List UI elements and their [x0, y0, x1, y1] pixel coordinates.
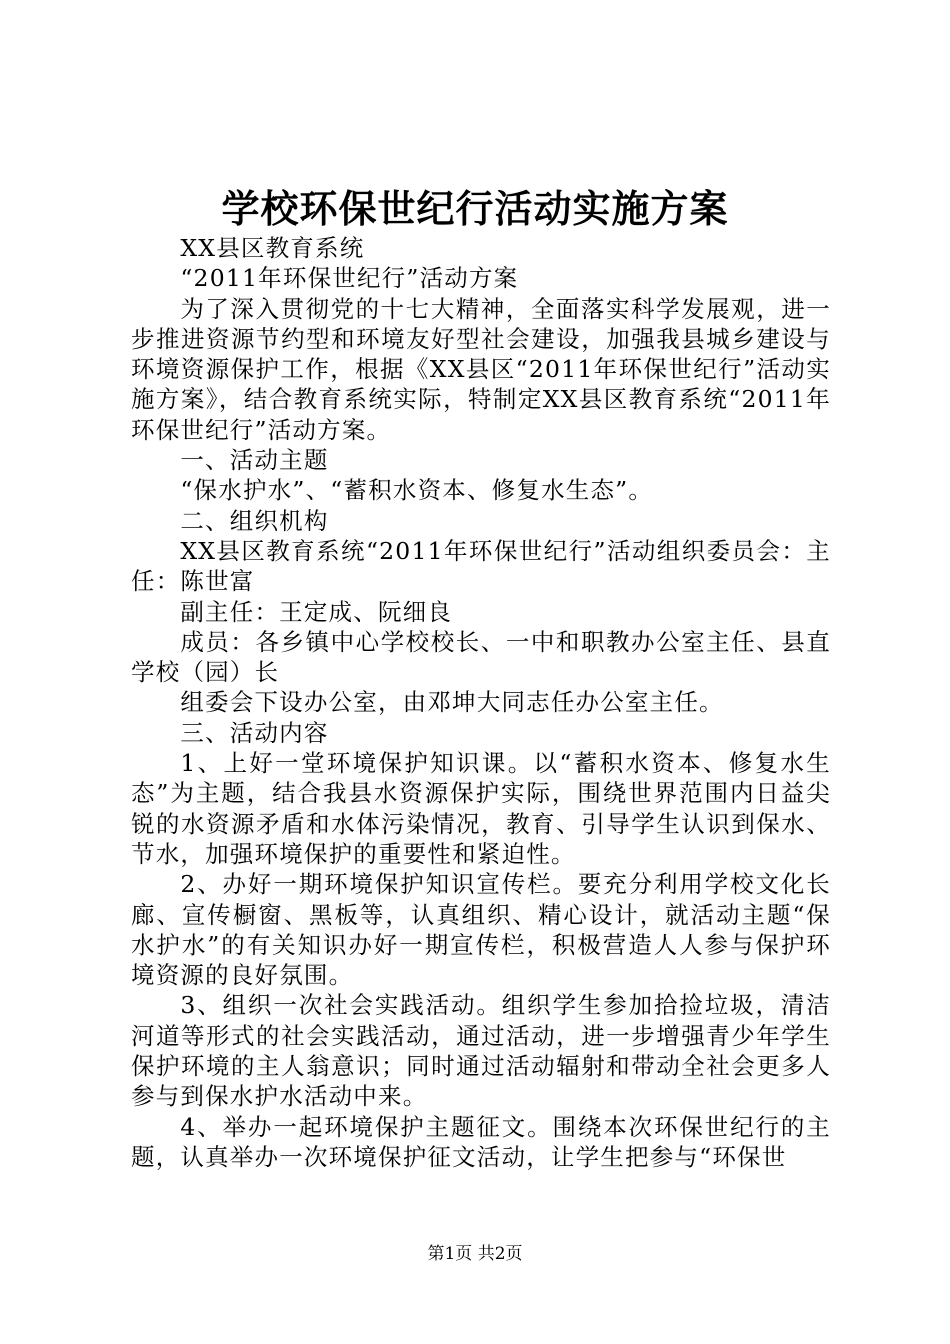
document-body	[131, 233, 831, 1172]
paragraph-committee: XX县区教育系统“2011年环保世纪行”活动组织委员会：主任：陈世富	[131, 536, 831, 596]
document-title: 学校环保世纪行活动实施方案	[221, 186, 729, 231]
paragraph-theme: “保水护水”、“蓄积水资本、修复水生态”。	[180, 476, 654, 505]
section-heading-theme: 一、活动主题	[180, 446, 329, 475]
page-footer: 第1页 共2页	[427, 1244, 523, 1264]
paragraph-members: 成员：各乡镇中心学校校长、一中和职教办公室主任、县直学校（园）长	[131, 627, 831, 687]
paragraph-vice-director: 副主任：王定成、阮细良	[180, 597, 453, 626]
paragraph-issuer: XX县区教育系统	[180, 234, 365, 262]
paragraph-item-2: 2、办好一期环境保护知识宣传栏。要充分利用学校文化长廊、宣传橱窗、黑板等，认真组织、精心设计，就活动主题“保水护水”的有关知识办好一期宣传栏，积极营造人人参与保护环境资源的良好氛围。	[131, 870, 831, 990]
paragraph-subtitle: “2011年环保世纪行”活动方案	[180, 264, 519, 293]
paragraph-item-1: 1、上好一堂环境保护知识课。以“蓄积水资本、修复水生态”为主题，结合我县水资源保护实际，围绕世界范围内日益尖锐的水资源矛盾和水体污染情况，教育、引导学生认识到保水、节水，加强环境保护的重要性和紧迫性。	[131, 749, 831, 868]
paragraph-item-3: 3、组织一次社会实践活动。组织学生参加拾捡垃圾，清洁河道等形式的社会实践活动，通过活动，进一步增强青少年学生保护环境的主人翁意识；同时通过活动辐射和带动全社会更多人参与到保水护水活动中来。	[131, 991, 831, 1111]
paragraph-intro: 为了深入贯彻党的十七大精神，全面落实科学发展观，进一步推进资源节约型和环境友好型社会建设，加强我县城乡建设与环境资源保护工作，根据《XX县区“2011年环保世纪行”活动实施方案》，结合教育系统实际，特制定XX县区教育系统“2011年环保世纪行”活动方案。	[131, 294, 831, 444]
section-heading-content: 三、活动内容	[180, 718, 329, 747]
section-heading-organization: 二、组织机构	[180, 506, 329, 535]
paragraph-item-4: 4、举办一起环境保护主题征文。围绕本次环保世纪行的主题，认真举办一次环境保护征文活动，让学生把参与“环保世	[131, 1112, 831, 1171]
paragraph-office: 组委会下设办公室，由邓坤大同志任办公室主任。	[180, 688, 724, 717]
